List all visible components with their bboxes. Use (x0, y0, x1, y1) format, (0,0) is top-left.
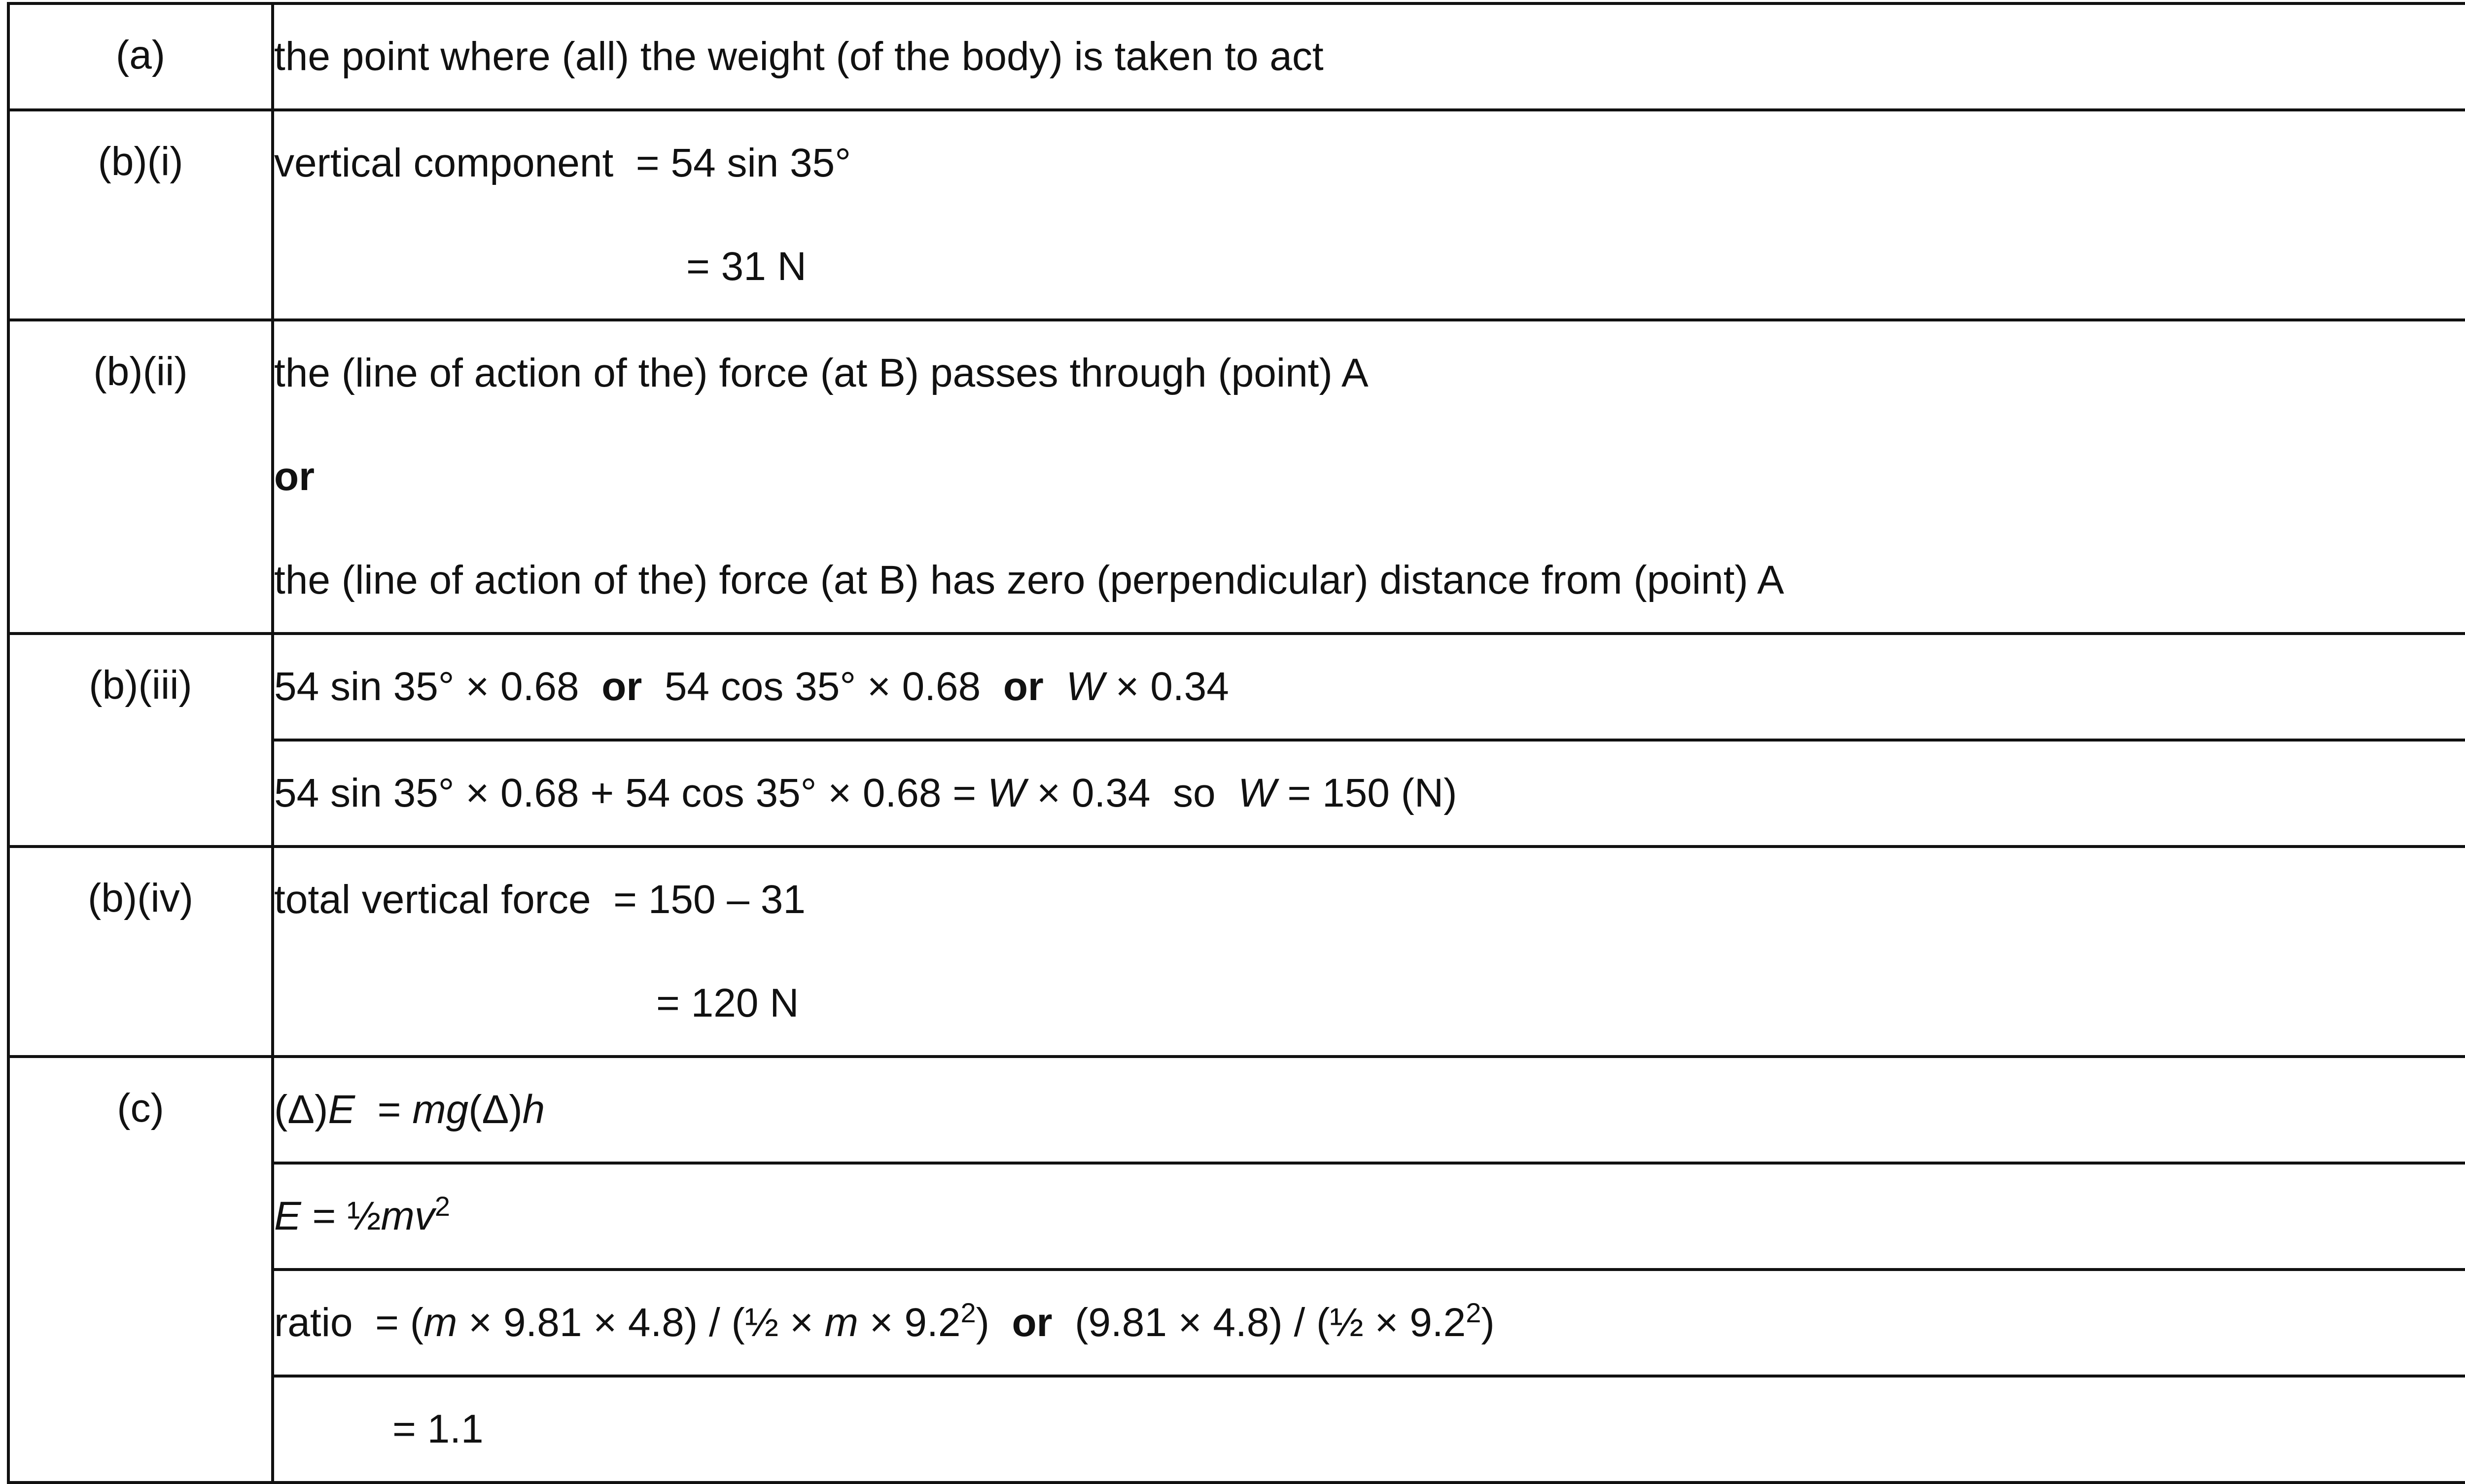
answer-c-step-3 (273, 1270, 2465, 1376)
answer-b-iii-step-1 (273, 634, 2465, 740)
answer-line: the point where (all) the weight (of the body) is taken to act (274, 34, 1324, 79)
row-b-ii (8, 320, 2465, 634)
mark-scheme-table (7, 2, 2465, 1484)
answer-c-step-4 (273, 1376, 2465, 1483)
answer-line: 54 sin 35° × 0.68 + 54 cos 35° × 0.68 = W × 0.34 so W = 150 (N) (274, 771, 1457, 815)
answer-c-step-1 (273, 1057, 2465, 1163)
question-number-a: (a) (8, 3, 273, 110)
answer-b-iii-step-2 (273, 740, 2465, 847)
question-number-b-iii: (b)(iii) (8, 634, 273, 847)
question-number-c: (c) (8, 1057, 273, 1483)
row-c-step-4 (8, 1376, 2465, 1483)
row-b-iv (8, 847, 2465, 1057)
row-c-step-1 (8, 1057, 2465, 1163)
answer-line: = 1.1 (392, 1407, 484, 1451)
question-number-b-iv: (b)(iv) (8, 847, 273, 1057)
answer-a (273, 3, 2465, 110)
row-b-i (8, 110, 2465, 320)
answer-line: the (line of action of the) force (at B) has zero (perpendicular) distance from (point) A (274, 558, 1784, 602)
question-number-b-i: (b)(i) (8, 110, 273, 320)
answer-line: = 31 N (686, 244, 807, 289)
row-b-iii-step-2 (8, 740, 2465, 847)
answer-c-step-2 (273, 1163, 2465, 1270)
answer-b-iv (273, 847, 2465, 1057)
answer-line: = 120 N (656, 981, 799, 1025)
answer-line: ratio = (m × 9.81 × 4.8) / (½ × $m \times 9.2^2$) or (9.81 × 4.8) / (½ × $9.2^2$) (274, 1297, 1495, 1345)
answer-line: the (line of action of the) force (at B) passes through (point) A (274, 351, 1369, 395)
answer-line: 54 sin 35° × 0.68 or 54 cos 35° × 0.68 or W × 0.34 (274, 664, 1229, 709)
answer-b-ii (273, 320, 2465, 634)
answer-b-i (273, 110, 2465, 320)
row-c-step-2 (8, 1163, 2465, 1270)
answer-line: $E = \frac{1}{2}mv^2$ (274, 1191, 451, 1238)
answer-line: (Δ)E = mg(Δ)h (274, 1087, 545, 1132)
row-a (8, 3, 2465, 110)
answer-line: total vertical force = 150 – 31 (274, 877, 806, 922)
row-c-step-3 (8, 1270, 2465, 1376)
or-separator: or (274, 454, 315, 499)
answer-line: vertical component = 54 sin 35° (274, 141, 851, 185)
question-number-b-ii: (b)(ii) (8, 320, 273, 634)
row-b-iii-step-1 (8, 634, 2465, 740)
